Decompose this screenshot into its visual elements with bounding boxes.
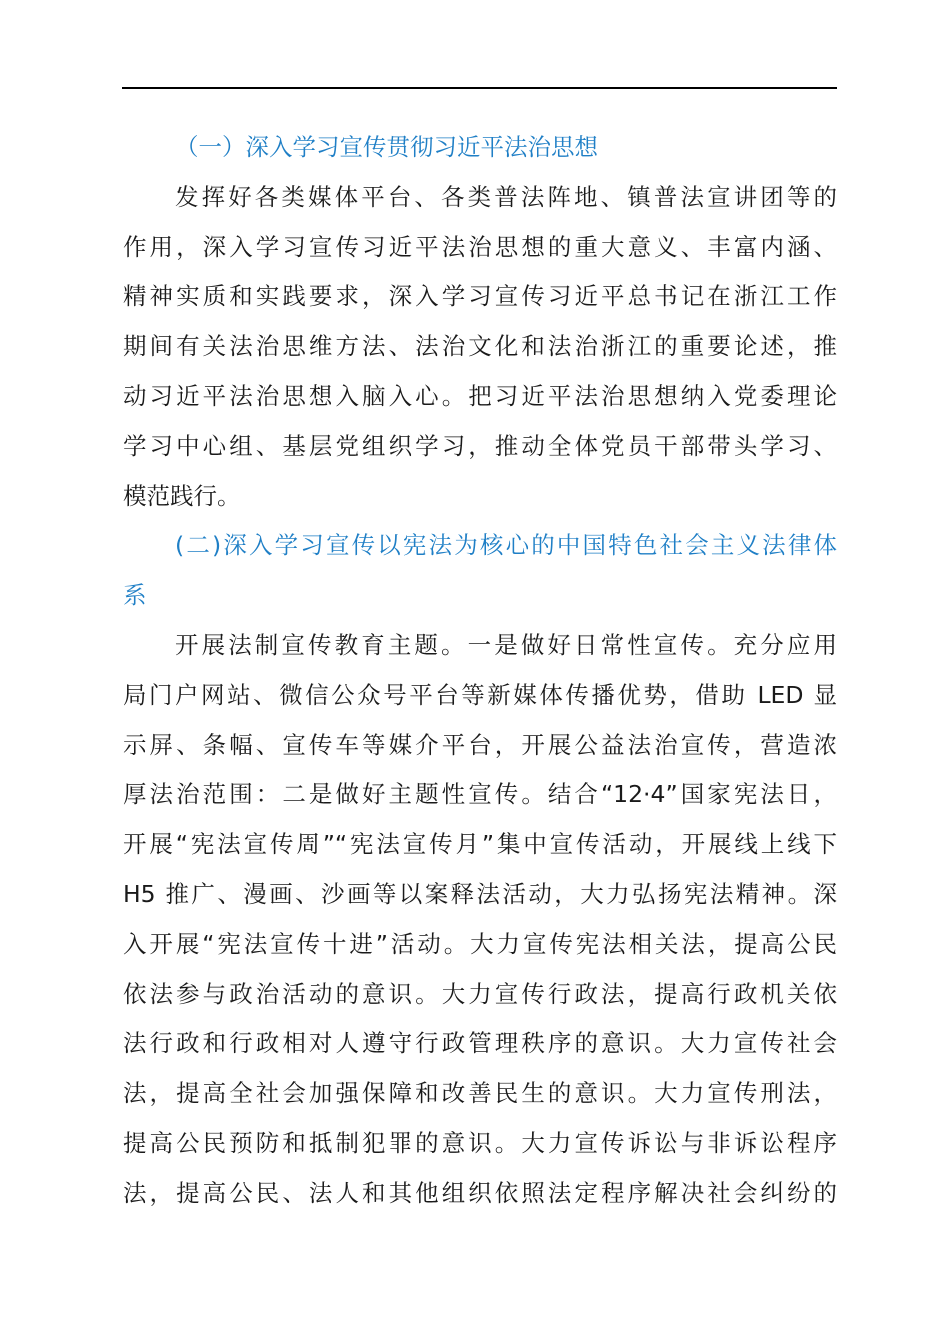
paragraph-line: 期间有关法治思维方法、法治文化和法治浙江的重要论述，推 <box>123 332 837 361</box>
section2-paragraph <box>123 621 837 1219</box>
paragraph-line: 入开展“宪法宣传十进”活动。大力宣传宪法相关法，提高公民 <box>123 929 837 958</box>
paragraph-line: 示屏、条幅、宣传车等媒介平台，开展公益法治宣传，营造浓 <box>123 730 837 759</box>
paragraph-line: 模范践行。 <box>123 481 241 510</box>
paragraph-line: 提高公民预防和抵制犯罪的意识。大力宣传诉讼与非诉讼程序 <box>123 1128 837 1157</box>
paragraph-line: 厚法治范围：二是做好主题性宣传。结合“12·4”国家宪法日， <box>123 780 837 809</box>
paragraph-line: 开展“宪法宣传周”“宪法宣传月”集中宣传活动，开展线上线下 <box>123 830 837 859</box>
paragraph-line: 局门户网站、微信公众号平台等新媒体传播优势，借助 LED 显 <box>123 680 837 709</box>
paragraph-line: 学习中心组、基层党组织学习，推动全体党员干部带头学习、 <box>123 431 837 460</box>
header-rule <box>122 87 837 89</box>
section2-heading: (二)深入学习宣传以宪法为核心的中国特色社会主义法律体 <box>175 531 837 560</box>
paragraph-line: 法行政和行政相对人遵守行政管理秩序的意识。大力宣传社会 <box>123 1029 837 1058</box>
paragraph-line: 依法参与政治活动的意识。大力宣传行政法，提高行政机关依 <box>123 979 837 1008</box>
paragraph-line: 精神实质和实践要求，深入学习宣传习近平总书记在浙江工作 <box>123 282 837 311</box>
section1-heading: （一）深入学习宣传贯彻习近平法治思想 <box>175 133 598 161</box>
paragraph-line: 发挥好各类媒体平台、各类普法阵地、镇普法宣讲团等的 <box>175 182 837 211</box>
paragraph-line: H5 推广、漫画、沙画等以案释法活动，大力弘扬宪法精神。深 <box>123 879 837 908</box>
paragraph-line: 法，提高公民、法人和其他组织依照法定程序解决社会纠纷的 <box>123 1178 837 1207</box>
paragraph-line: 开展法制宣传教育主题。一是做好日常性宣传。充分应用 <box>175 630 837 659</box>
paragraph-line: 动习近平法治思想入脑入心。把习近平法治思想纳入党委理论 <box>123 381 837 410</box>
document-body <box>123 123 837 1219</box>
section2-heading-cont: 系 <box>123 581 147 610</box>
paragraph-line: 法，提高全社会加强保障和改善民生的意识。大力宣传刑法， <box>123 1079 837 1108</box>
paragraph-line: 作用，深入学习宣传习近平法治思想的重大意义、丰富内涵、 <box>123 232 837 261</box>
section1-paragraph <box>123 173 837 522</box>
